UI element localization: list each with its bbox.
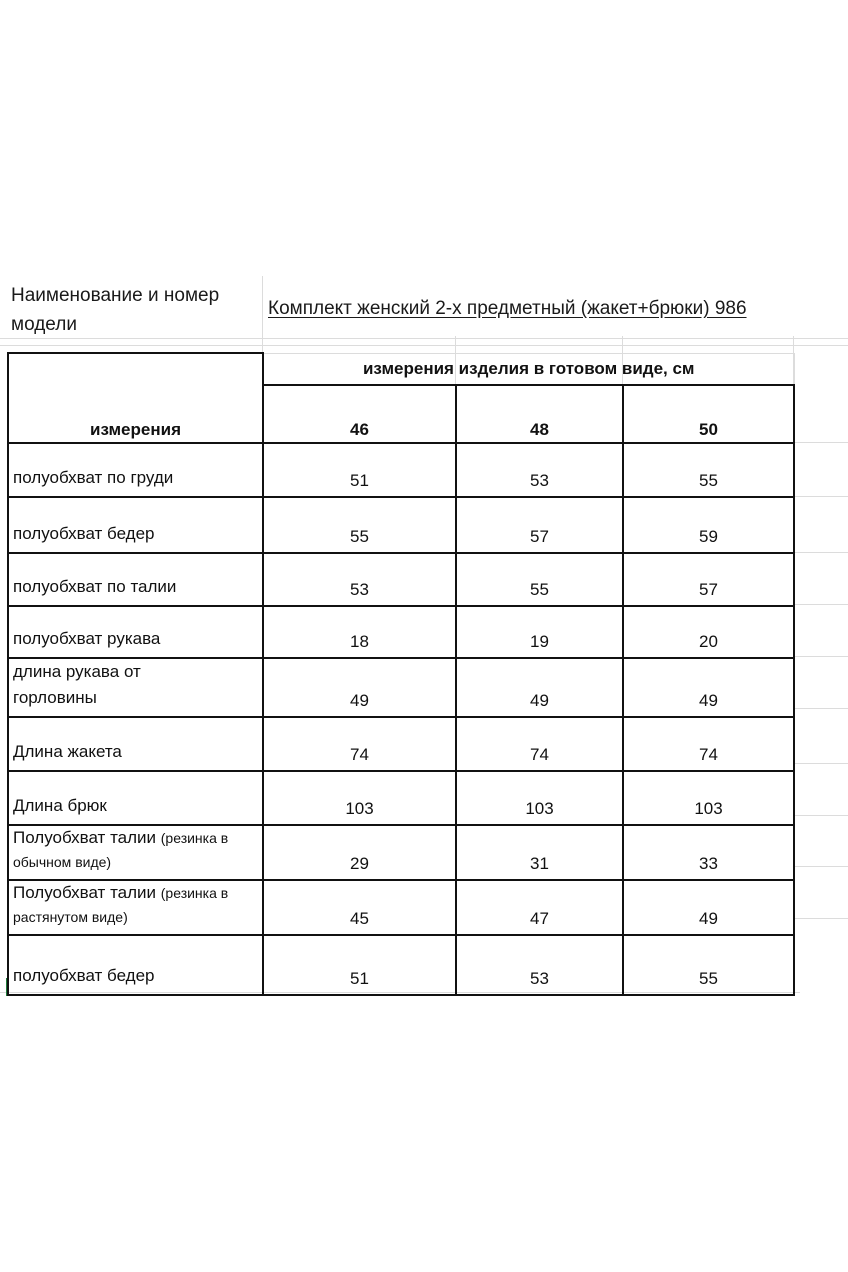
row-label: полуобхват рукава: [8, 606, 263, 658]
cell-value: 53: [456, 935, 623, 995]
cell-value: 51: [263, 935, 456, 995]
table-row: [8, 443, 794, 497]
cell-value: 20: [623, 606, 794, 658]
model-label: Наименование и номер модели: [11, 285, 220, 335]
cell-value: 51: [263, 443, 456, 497]
cell-value: 103: [456, 771, 623, 825]
row-label: Полуобхват талии: [13, 883, 157, 902]
table-row: [8, 606, 794, 658]
cell-value: 103: [263, 771, 456, 825]
size-header: 48: [456, 385, 623, 443]
cell-value: 55: [456, 553, 623, 606]
gridline: [795, 496, 848, 497]
row-label: Длина жакета: [8, 717, 263, 771]
gridline: [795, 866, 848, 867]
row-label: полуобхват по талии: [8, 553, 263, 606]
gridline: [795, 815, 848, 816]
table-row: [8, 825, 794, 880]
gridline: [795, 442, 848, 443]
cell-value: 31: [456, 825, 623, 880]
measure-header: измерения: [8, 353, 263, 443]
row-label: полуобхват бедер: [8, 935, 263, 995]
measurements-table: [7, 352, 795, 996]
cell-value: 74: [623, 717, 794, 771]
cell-value: 55: [263, 497, 456, 553]
row-note: (резинка в растянутом виде): [13, 885, 229, 925]
cell-value: 103: [623, 771, 794, 825]
gridline: [795, 918, 848, 919]
row-label: длина рукава от горловины: [8, 658, 263, 717]
row-label-cell: [8, 825, 263, 880]
cell-value: 49: [623, 880, 794, 935]
cell-value: 19: [456, 606, 623, 658]
table-row: [8, 717, 794, 771]
cell-value: 29: [263, 825, 456, 880]
gridline: [795, 763, 848, 764]
gridline: [0, 345, 848, 346]
gridline: [795, 656, 848, 657]
table-row: [8, 497, 794, 553]
size-header: 50: [623, 385, 794, 443]
table-header-row: [8, 353, 794, 385]
cell-value: 57: [623, 553, 794, 606]
row-label-cell: [8, 880, 263, 935]
row-note: (резинка в обычном виде): [13, 830, 229, 870]
cell-value: 49: [623, 658, 794, 717]
cell-value: 55: [623, 443, 794, 497]
group-header: измерения изделия в готовом виде, см: [263, 353, 794, 385]
gridline: [795, 708, 848, 709]
cell-value: 53: [456, 443, 623, 497]
size-header: 46: [263, 385, 456, 443]
cell-value: 59: [623, 497, 794, 553]
table-row: [8, 935, 794, 995]
cell-value: 57: [456, 497, 623, 553]
cell-value: 55: [623, 935, 794, 995]
model-name: Комплект женский 2-х предметный (жакет+брюки) 986: [268, 298, 747, 319]
cell-value: 74: [456, 717, 623, 771]
gridline: [795, 604, 848, 605]
table-row: [8, 658, 794, 717]
row-label: полуобхват бедер: [8, 497, 263, 553]
cell-value: 33: [623, 825, 794, 880]
row-label: полуобхват по груди: [8, 443, 263, 497]
row-label: Полуобхват талии: [13, 828, 157, 847]
cell-value: 49: [263, 658, 456, 717]
table-row: [8, 771, 794, 825]
cell-value: 49: [456, 658, 623, 717]
cell-value: 45: [263, 880, 456, 935]
cell-value: 53: [263, 553, 456, 606]
cell-value: 47: [456, 880, 623, 935]
table-row: [8, 880, 794, 935]
row-label: Длина брюк: [8, 771, 263, 825]
cell-value: 74: [263, 717, 456, 771]
table-row: [8, 553, 794, 606]
cell-value: 18: [263, 606, 456, 658]
gridline: [795, 552, 848, 553]
